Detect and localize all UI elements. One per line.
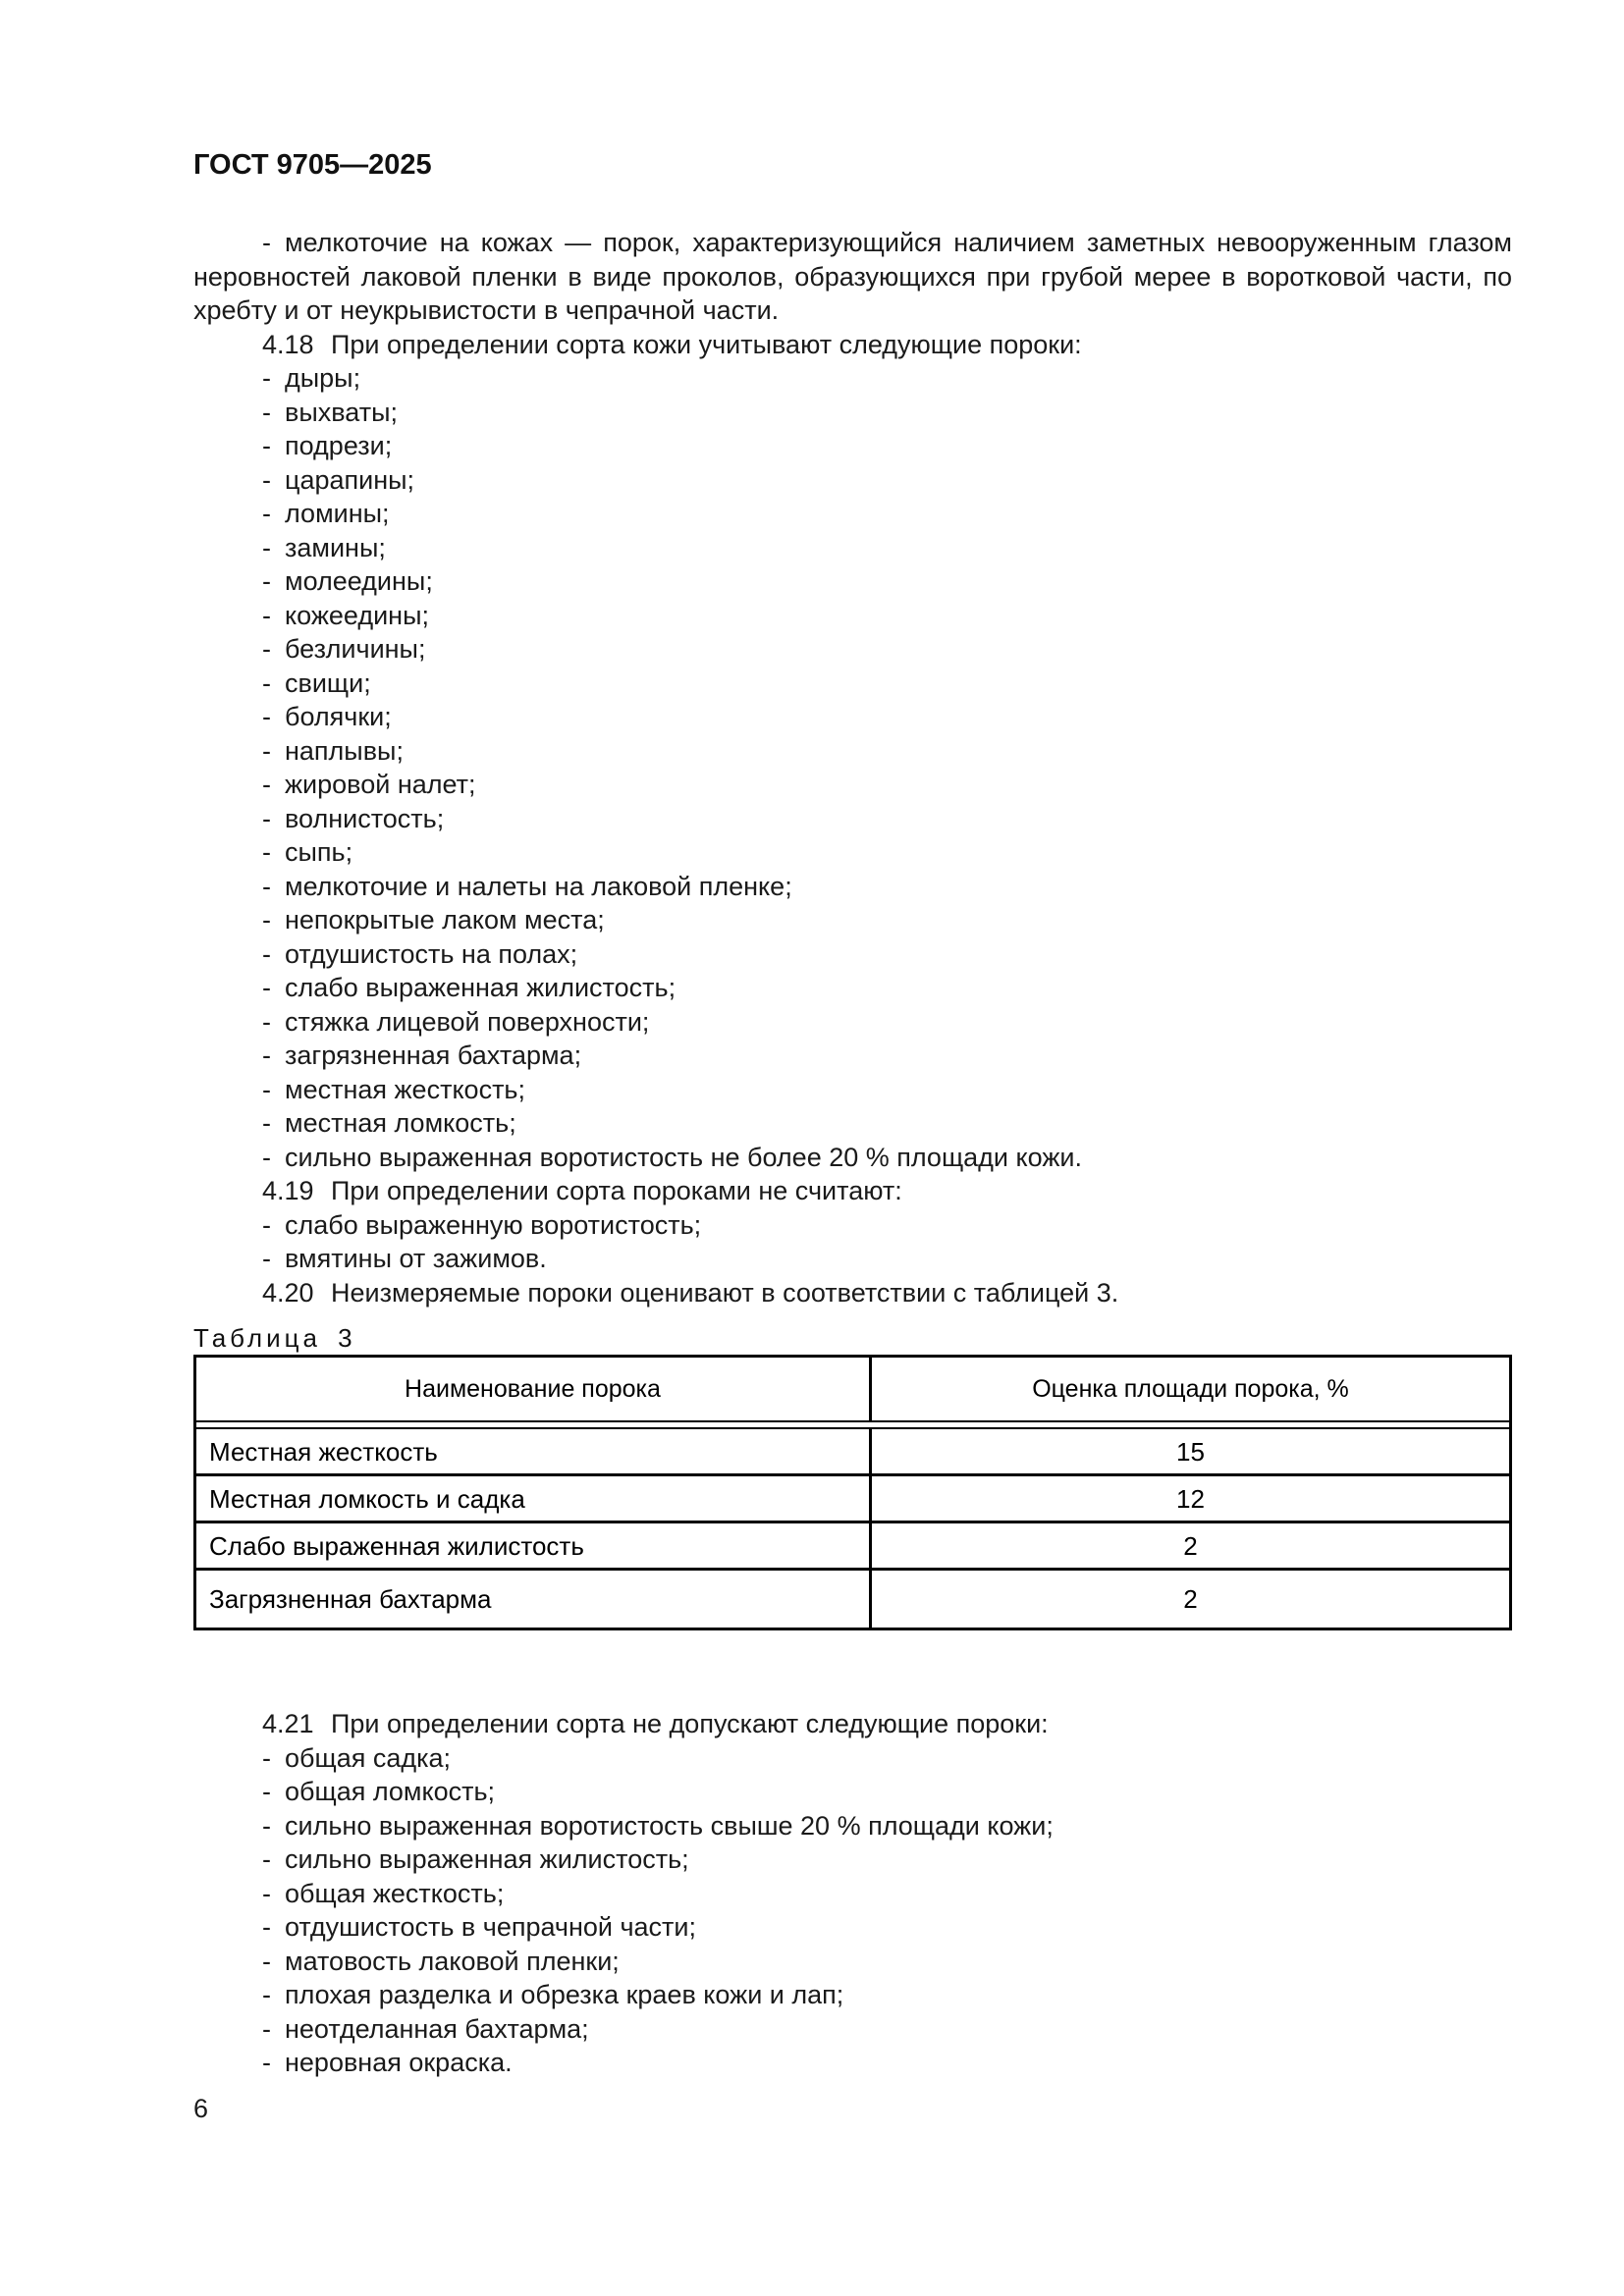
document-content	[193, 147, 1512, 2125]
list-item	[193, 1945, 1512, 1979]
dash-marker: -	[262, 1980, 271, 2009]
defect-list-4-19	[193, 1208, 1512, 1276]
area-value-cell: 2	[1183, 1584, 1198, 1614]
list-item-text: сильно выраженная воротистость не более 20 % площади кожи.	[285, 1142, 1082, 1172]
list-item-text: безличины;	[285, 634, 426, 664]
dash-marker: -	[262, 667, 271, 698]
list-item-text: кожеедины;	[285, 600, 429, 630]
dash-marker: -	[262, 228, 271, 257]
clause-text: При определении сорта не допускают следующие пороки:	[331, 1709, 1049, 1738]
list-item-text: общая жесткость;	[285, 1878, 505, 1908]
list-item	[193, 1005, 1512, 1040]
list-item	[193, 802, 1512, 836]
list-item	[193, 361, 1512, 396]
dash-marker: -	[262, 532, 271, 562]
list-item	[193, 463, 1512, 498]
table-3	[193, 1355, 1512, 1630]
list-item	[193, 1842, 1512, 1877]
defect-list-4-21	[193, 1741, 1512, 2080]
list-item-text: молеедины;	[285, 566, 433, 596]
dash-marker: -	[262, 2048, 271, 2077]
clause-4-18	[193, 328, 1512, 362]
dash-marker: -	[262, 1209, 271, 1240]
dash-marker: -	[262, 1006, 271, 1037]
list-item-text: отдушистость на полах;	[285, 938, 578, 969]
defect-list-4-18	[193, 361, 1512, 1174]
dash-marker: -	[262, 871, 271, 901]
dash-marker: -	[262, 1878, 271, 1908]
table-body	[196, 1429, 1509, 1628]
area-value-cell: 2	[1183, 1530, 1198, 1561]
list-item	[193, 734, 1512, 769]
list-item-text: неотделанная бахтарма;	[285, 2013, 589, 2044]
dash-marker: -	[262, 363, 271, 393]
dash-marker: -	[262, 1041, 271, 1070]
list-item	[193, 1978, 1512, 2012]
list-item	[193, 700, 1512, 734]
list-item	[193, 1809, 1512, 1843]
dash-marker: -	[262, 735, 271, 766]
clause-4-20	[193, 1276, 1512, 1310]
list-item-text: слабо выраженная жилистость;	[285, 973, 677, 1002]
list-item-text: жировой налет;	[285, 770, 476, 799]
list-item	[193, 1141, 1512, 1175]
clause-number: 4.21	[262, 1709, 314, 1738]
list-item-text: сыпь;	[285, 837, 353, 867]
dash-marker: -	[262, 1142, 271, 1172]
list-item-text: свищи;	[285, 667, 371, 698]
list-item	[193, 1775, 1512, 1809]
defect-name-cell: Загрязненная бахтарма	[196, 1571, 872, 1628]
list-item-text: замины;	[285, 532, 386, 562]
list-item	[193, 632, 1512, 667]
list-item-text: слабо выраженную воротистость;	[285, 1209, 702, 1240]
table-header-defect-name: Наименование порока	[196, 1358, 872, 1420]
list-item	[193, 1910, 1512, 1945]
table-row	[196, 1473, 1509, 1521]
dash-marker: -	[262, 702, 271, 731]
clause-number: 4.20	[262, 1277, 314, 1308]
list-item	[193, 429, 1512, 463]
dash-marker: -	[262, 2013, 271, 2044]
list-item	[193, 531, 1512, 565]
dash-marker: -	[262, 499, 271, 528]
dash-marker: -	[262, 1742, 271, 1773]
list-item	[193, 1877, 1512, 1911]
area-value-cell: 15	[1176, 1436, 1205, 1467]
list-item	[193, 768, 1512, 802]
list-item-text: непокрытые лаком места;	[285, 905, 605, 934]
intro-line: хребту и от неукрывистости в чепрачной части.	[193, 295, 780, 325]
list-item-text: плохая разделка и обрезка краев кожи и лап;	[285, 1980, 844, 2009]
dash-marker: -	[262, 973, 271, 1002]
intro-line	[193, 226, 1512, 260]
list-item	[193, 2012, 1512, 2047]
list-item-text: вмятины от зажимов.	[285, 1244, 547, 1273]
list-item	[193, 903, 1512, 937]
table-header-row	[196, 1358, 1509, 1420]
list-item-text: неровная окраска.	[285, 2048, 513, 2077]
dash-marker: -	[262, 1108, 271, 1138]
list-item	[193, 835, 1512, 870]
dash-marker: -	[262, 600, 271, 630]
list-item	[193, 564, 1512, 599]
list-item-text: сильно выраженная воротистость свыше 20 % площади кожи;	[285, 1810, 1054, 1841]
clause-4-19	[193, 1174, 1512, 1208]
dash-marker: -	[262, 397, 271, 427]
list-item-text: ломины;	[285, 499, 390, 528]
list-item-text: местная ломкость;	[285, 1108, 516, 1138]
defect-name-cell: Слабо выраженная жилистость	[196, 1523, 872, 1568]
dash-marker: -	[262, 837, 271, 867]
dash-marker: -	[262, 938, 271, 969]
table-row	[196, 1429, 1509, 1473]
clause-number: 4.18	[262, 329, 314, 359]
list-item-text: стяжка лицевой поверхности;	[285, 1006, 650, 1037]
list-item-text: общая садка;	[285, 1742, 452, 1773]
intro-line: неровностей лаковой пленки в виде проколов, образующихся при грубой мерее в воротковой части, по	[193, 261, 1512, 292]
list-item	[193, 1073, 1512, 1107]
list-item	[193, 599, 1512, 633]
intro-text: мелкоточие на кожах — порок, характеризующийся наличием заметных невооруженным глазом	[285, 228, 1512, 257]
table-header-area-estimate: Оценка площади порока, %	[1032, 1375, 1349, 1403]
list-item-text: мелкоточие и налеты на лаковой пленке;	[285, 871, 792, 901]
list-item-text: общая ломкость;	[285, 1777, 496, 1806]
table-3-label: Таблица 3	[193, 1323, 356, 1353]
list-item-text: дыры;	[285, 363, 361, 393]
page-number: 6	[193, 2093, 209, 2123]
clause-text: При определении сорта пороками не считают:	[331, 1176, 902, 1205]
list-item	[193, 1208, 1512, 1243]
dash-marker: -	[262, 1074, 271, 1104]
dash-marker: -	[262, 1777, 271, 1806]
list-item-text: наплывы;	[285, 735, 404, 766]
dash-marker: -	[262, 1912, 271, 1942]
list-item	[193, 1741, 1512, 1776]
header-double-rule	[196, 1420, 1509, 1429]
list-item-text: выхваты;	[285, 397, 398, 427]
dash-marker: -	[262, 905, 271, 934]
clause-number: 4.19	[262, 1176, 314, 1205]
dash-marker: -	[262, 431, 271, 460]
list-item-text: царапины;	[285, 464, 415, 495]
defect-name-cell: Местная жесткость	[196, 1429, 872, 1473]
list-item	[193, 497, 1512, 531]
list-item	[193, 1039, 1512, 1073]
dash-marker: -	[262, 1946, 271, 1976]
list-item-text: местная жесткость;	[285, 1074, 526, 1104]
dash-marker: -	[262, 803, 271, 833]
table-row	[196, 1521, 1509, 1568]
clause-4-21	[193, 1707, 1512, 1741]
list-item-text: волнистость;	[285, 803, 445, 833]
dash-marker: -	[262, 1244, 271, 1273]
dash-marker: -	[262, 634, 271, 664]
list-item	[193, 1242, 1512, 1276]
document-title: ГОСТ 9705—2025	[193, 149, 432, 181]
list-item-text: загрязненная бахтарма;	[285, 1041, 582, 1070]
dash-marker: -	[262, 1844, 271, 1874]
list-item	[193, 2046, 1512, 2080]
list-item	[193, 396, 1512, 430]
list-item	[193, 937, 1512, 972]
dash-marker: -	[262, 1810, 271, 1841]
list-item	[193, 1106, 1512, 1141]
list-item-text: матовость лаковой пленки;	[285, 1946, 620, 1976]
list-item-text: болячки;	[285, 702, 392, 731]
list-item-text: отдушистость в чепрачной части;	[285, 1912, 697, 1942]
dash-marker: -	[262, 770, 271, 799]
dash-marker: -	[262, 566, 271, 596]
dash-marker: -	[262, 464, 271, 495]
list-item	[193, 870, 1512, 904]
clause-text: При определении сорта кожи учитывают следующие пороки:	[331, 329, 1082, 359]
list-item	[193, 667, 1512, 701]
defect-name-cell: Местная ломкость и садка	[196, 1476, 872, 1521]
area-value-cell: 12	[1176, 1483, 1205, 1514]
list-item	[193, 971, 1512, 1005]
clause-text: Неизмеряемые пороки оценивают в соответствии с таблицей 3.	[331, 1277, 1119, 1308]
list-item-text: сильно выраженная жилистость;	[285, 1844, 689, 1874]
list-item-text: подрези;	[285, 431, 393, 460]
intro-paragraph	[193, 226, 1512, 328]
table-row	[196, 1568, 1509, 1628]
